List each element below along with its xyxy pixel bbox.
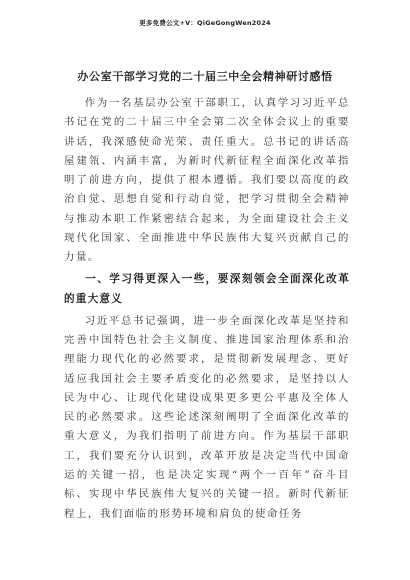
document-body — [64, 94, 350, 524]
document-title: 办公室干部学习党的二十届三中全会精神研讨感悟 — [77, 70, 333, 83]
section-heading-1: 一、学习得更深入一些，要深刻领会全面深化改革的重大意义 — [64, 272, 350, 305]
header-note: 更多免费公文+V：QiGeGongWen2024 — [139, 19, 271, 27]
section-1-paragraph: 习近平总书记强调，进一步全面深化改革是坚持和完善中国特色社会主义制度、推进国家治理体系和治理能力现代化的必然要求，是贯彻新发展理念、更好适应我国社会主要矛盾变化的必然要求，是坚持以人民为中心、让现代化建设成果更多更公平惠及全体人民的必然要求。这些论述深刻阐明了全面深化改革的重大意义，为我们指明了前进方向。作为基层干部职工，我们要充分认识到，改革开放是决定当代中国命运的关键一招，也是决定实现“两个一百年”奋斗目标、实现中华民族伟大复兴的关键一招。新时代新征程上，我们面临的形势环境和肩负的使命任务 — [64, 314, 350, 520]
intro-paragraph: 作为一名基层办公室干部职工，认真学习习近平总书记在党的二十届三中全会第二次全体会议上的重要讲话，我深感使命光荣、责任重大。总书记的讲话高屋建瓴、内涵丰富，为新时代新征程全面深化改革指明了前进方向，提供了根本遵循。我们要以高度的政治自觉、思想自觉和行动自觉，把学习贯彻全会精神与推动本职工作紧密结合起来，为全面建设社会主义现代化国家、全面推进中华民族伟大复兴贡献自己的力量。 — [64, 97, 350, 264]
